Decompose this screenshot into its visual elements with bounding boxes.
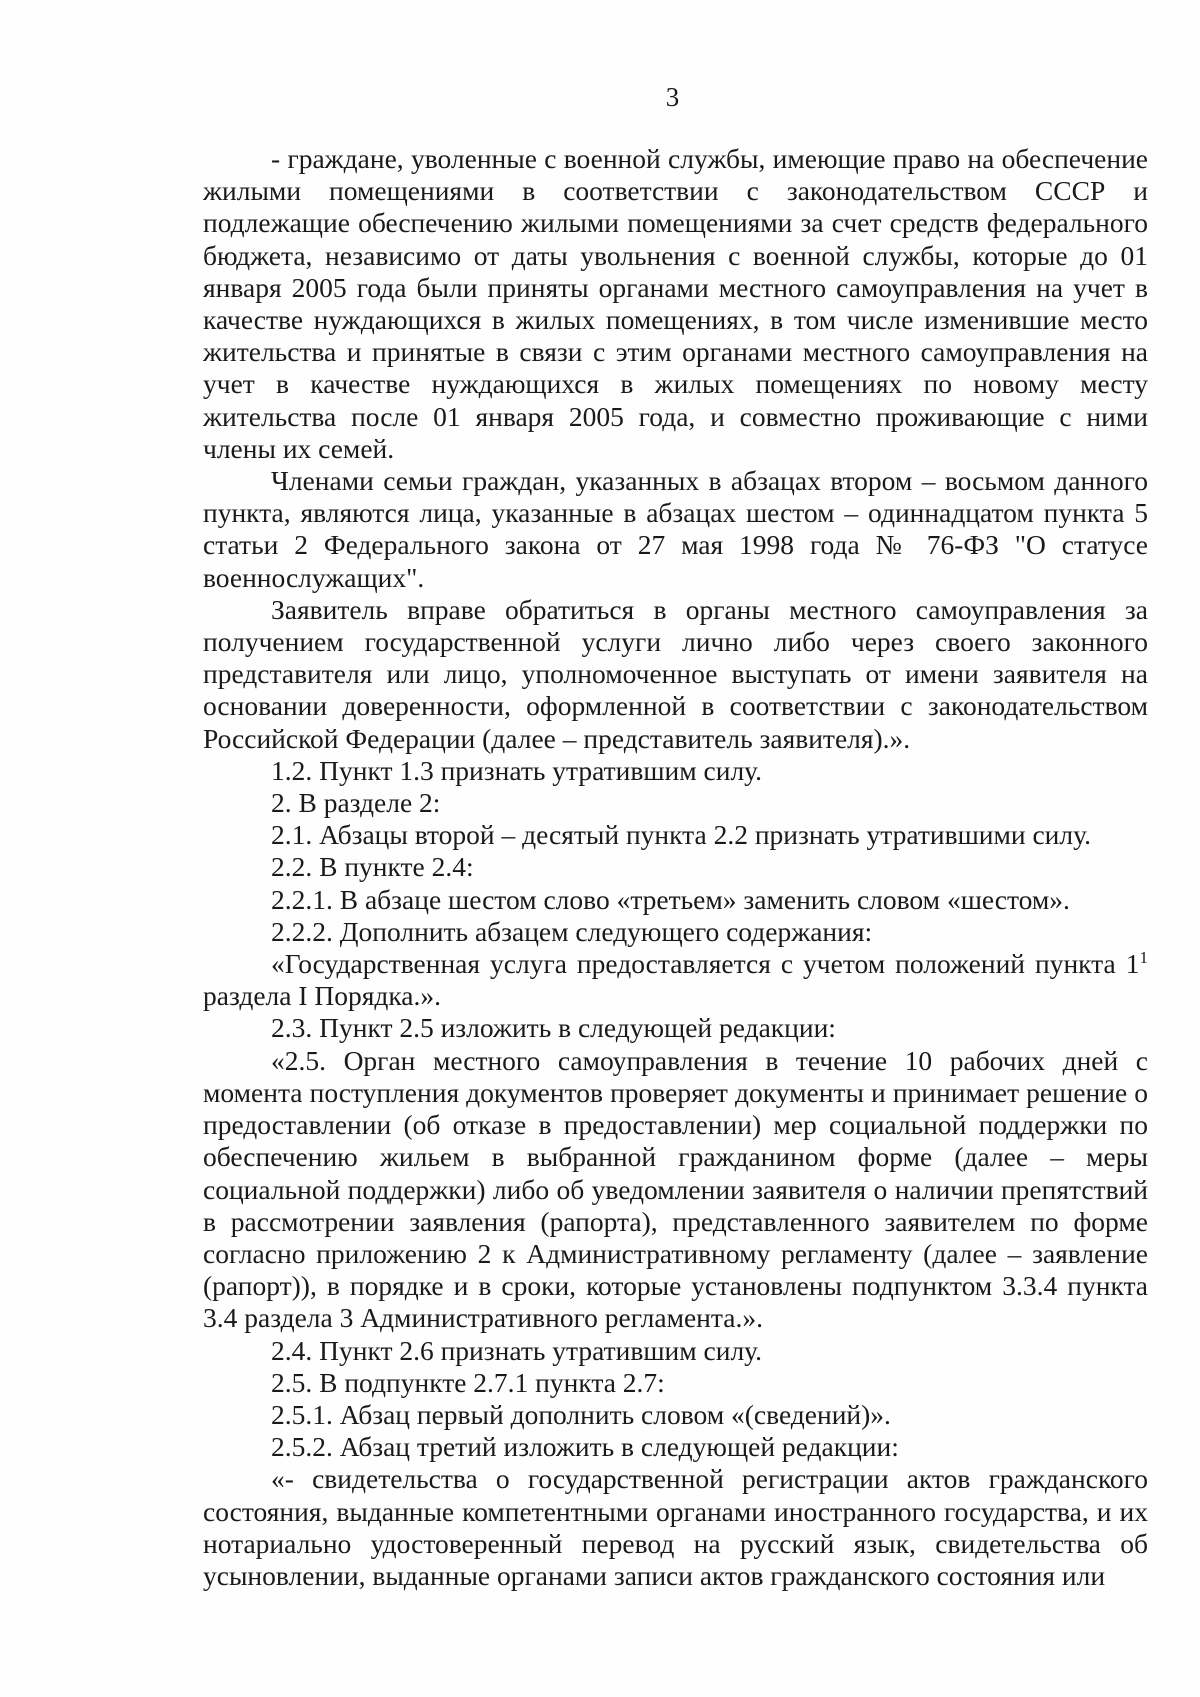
paragraph: Заявитель вправе обратиться в органы местного самоуправления за получением государственной услуги лично либо через своего законного представителя или лицо, уполномоченное выступать от имени заявителя на основании доверенности, оформленной в соответствии с законодательством Российской Федерации (далее – представитель заявителя).». [203,593,1148,754]
paragraph: 2.2.2. Дополнить абзацем следующего содержания: [271,915,873,947]
paragraph: 2.4. Пункт 2.6 признать утратившим силу. [271,1334,763,1366]
paragraph-text-part: раздела I Порядка.». [203,980,442,1012]
paragraph-text-part: «Государственная услуга предоставляется с учетом положений пункта 1 [271,948,1140,980]
paragraph: 2.5. В подпункте 2.7.1 пункта 2.7: [271,1366,665,1398]
paragraph-with-superscript [203,948,1148,1012]
paragraph: 2.1. Абзацы второй – десятый пункта 2.2 признать утратившими силу. [271,819,1091,851]
paragraph: 2.2. В пункте 2.4: [271,851,474,883]
paragraph: 2.2.1. В абзаце шестом слово «третьем» заменить словом «шестом». [271,883,1070,915]
paragraph: 2.3. Пункт 2.5 изложить в следующей редакции: [271,1012,836,1044]
document-body [203,143,1148,1592]
paragraph: 2. В разделе 2: [271,787,441,819]
paragraph: Членами семьи граждан, указанных в абзацах втором – восьмом данного пункта, являются лица, указанные в абзацах шестом – одиннадцатом пункта 5 статьи 2 Федерального закона от 27 мая 1998 года № 76-ФЗ "О статусе военнослужащих". [203,465,1148,593]
paragraph: 1.2. Пункт 1.3 признать утратившим силу. [271,754,763,786]
paragraph: 2.5.1. Абзац первый дополнить словом «(сведений)». [271,1398,891,1430]
paragraph: - граждане, уволенные с военной службы, имеющие право на обеспечение жилыми помещениями в соответствии с законодательством СССР и подлежащие обеспечению жилыми помещениями за счет средств федерального бюджета, независимо от даты увольнения с военной службы, которые до 01 января 2005 года были приняты органами местного самоуправления на учет в качестве нуждающихся в жилых помещениях, в том числе изменившие место жительства и принятые в связи с этим органами местного самоуправления на учет в качестве нуждающихся в жилых помещениях по новому месту жительства после 01 января 2005 года, и совместно проживающие с ними члены их семей. [203,143,1148,464]
paragraph: 2.5.2. Абзац третий изложить в следующей редакции: [271,1431,899,1463]
paragraph: «- свидетельства о государственной регистрации актов гражданского состояния, выданные компетентными органами иностранного государства, и их нотариально удостоверенный перевод на русский язык, свидетельства об усыновлении, выданные органами записи актов гражданского состояния или [203,1463,1148,1591]
paragraph: «2.5. Орган местного самоуправления в течение 10 рабочих дней с момента поступления документов проверяет документы и принимает решение о предоставлении (об отказе в предоставлении) мер социальной поддержки по обеспечению жильем в выбранной гражданином форме (далее – меры социальной поддержки) либо об уведомлении заявителя о наличии препятствий в рассмотрении заявления (рапорта), представленного заявителем по форме согласно приложению 2 к Административному регламенту (далее – заявление (рапорт)), в порядке и в сроки, которые установлены подпунктом 3.3.4 пункта 3.4 раздела 3 Административного регламента.». [203,1044,1148,1334]
page-number: 3 [665,82,680,112]
superscript: 1 [1139,947,1148,967]
